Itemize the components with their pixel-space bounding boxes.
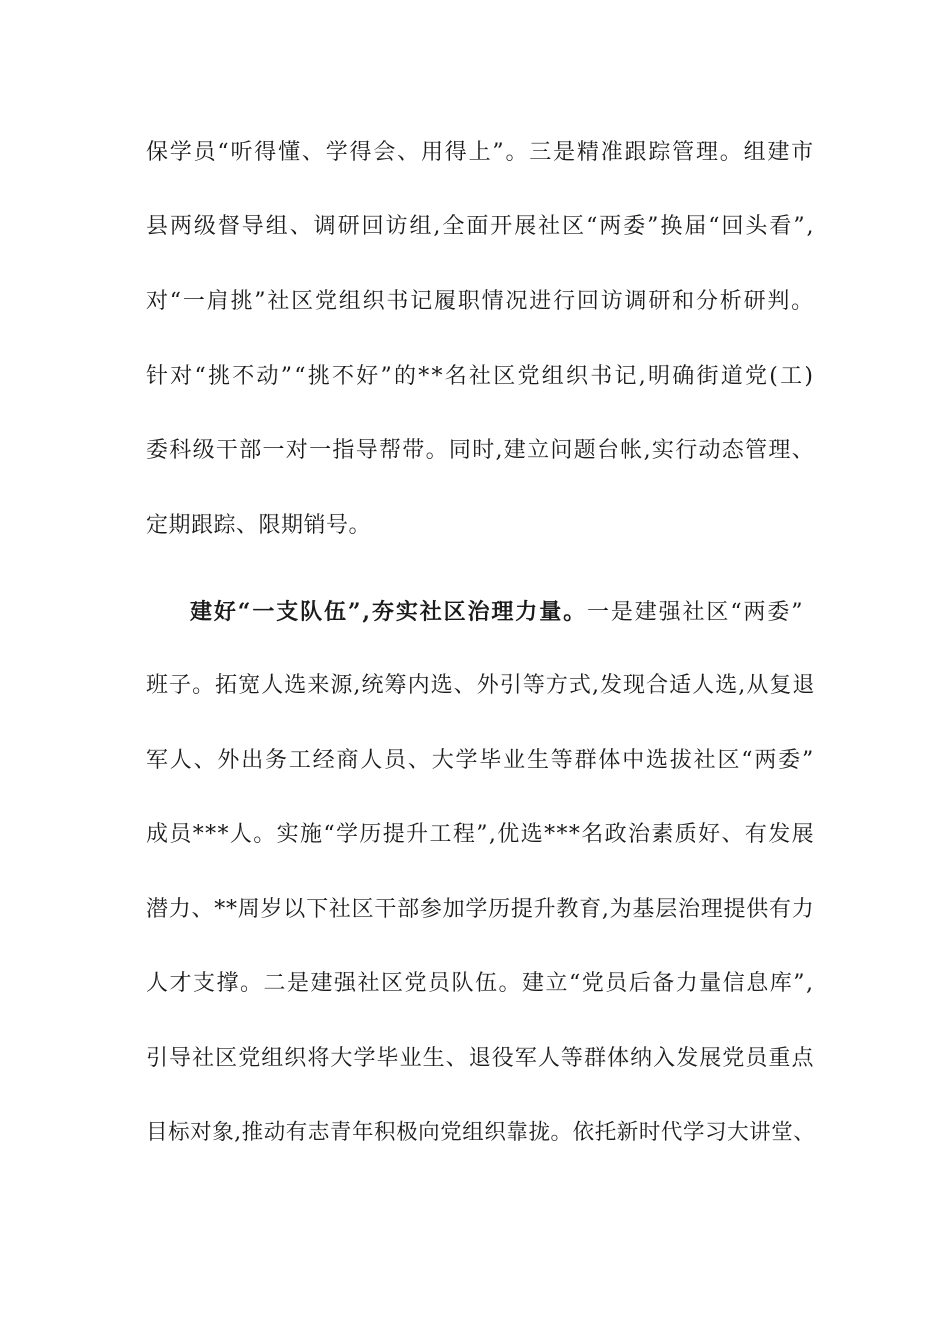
paragraph2-first-line <box>190 595 804 629</box>
paragraph1-line-2: 县两级督导组、调研回访组,全面开展社区“两委”换届“回头看”, <box>146 214 816 239</box>
paragraph1-line-1: 保学员“听得懂、学得会、用得上”。三是精准跟踪管理。组建市 <box>146 140 815 165</box>
paragraph2-line-2: 班子。拓宽人选来源,统筹内选、外引等方式,发现合适人选,从复退 <box>146 673 816 698</box>
paragraph1-line-4: 针对“挑不动”“挑不好”的**名社区党组织书记,明确街道党(工) <box>146 364 816 389</box>
paragraph2-line-3: 军人、外出务工经商人员、大学毕业生等群体中选拔社区“两委” <box>146 748 815 773</box>
paragraph2-line-4: 成员***人。实施“学历提升工程”,优选***名政治素质好、有发展 <box>146 822 815 847</box>
paragraph2-heading: 建好“一支队伍”,夯实社区治理力量。 <box>190 599 587 625</box>
paragraph2-line-5: 潜力、**周岁以下社区干部参加学历提升教育,为基层治理提供有力 <box>146 897 815 922</box>
paragraph2-first-line-rest: 一是建强社区“两委” <box>586 600 805 625</box>
paragraph1-line-5: 委科级干部一对一指导帮带。同时,建立问题台帐,实行动态管理、 <box>146 438 815 463</box>
paragraph2-line-7: 引导社区党组织将大学毕业生、退役军人等群体纳入发展党员重点 <box>146 1046 815 1071</box>
paragraph2-line-6: 人才支撑。二是建强社区党员队伍。建立“党员后备力量信息库”, <box>146 971 815 996</box>
paragraph1-line-3: 对“一肩挑”社区党组织书记履职情况进行回访调研和分析研判。 <box>146 289 815 314</box>
paragraph2-line-8: 目标对象,推动有志青年积极向党组织靠拢。依托新时代学习大讲堂、 <box>146 1120 816 1145</box>
paragraph1-line-6: 定期跟踪、限期销号。 <box>146 513 372 538</box>
